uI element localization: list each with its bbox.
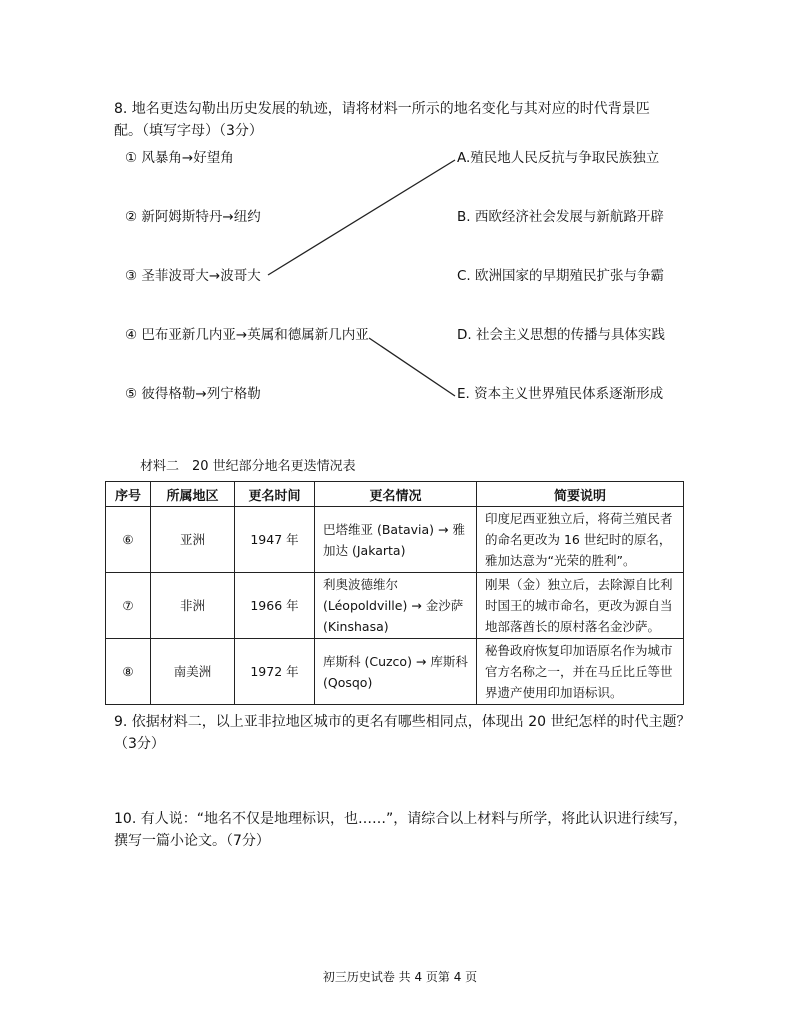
match-line-3-to-a: [268, 160, 455, 275]
q8-left-item-2: ② 新阿姆斯特丹→纽约: [125, 209, 261, 225]
header-no: 序号: [106, 482, 151, 507]
q8-right-item-b: B. 西欧经济社会发展与新航路开辟: [457, 209, 664, 225]
row-region: 亚洲: [151, 507, 235, 573]
header-change: 更名情况: [315, 482, 477, 507]
q8-left-item-5: ⑤ 彼得格勒→列宁格勒: [125, 386, 261, 402]
q8-left-item-1: ① 风暴角→好望角: [125, 150, 234, 166]
row-change: 巴塔维亚 (Batavia) → 雅加达 (Jakarta): [315, 507, 477, 573]
q8-right-item-a: A.殖民地人民反抗与争取民族独立: [457, 150, 660, 166]
row-no: ⑦: [106, 573, 151, 639]
q8-left-item-3: ③ 圣菲波哥大→波哥大: [125, 268, 261, 284]
question-8-text: 8. 地名更迭勾勒出历史发展的轨迹，请将材料一所示的地名变化与其对应的时代背景匹配。（填写字母）（3分）: [114, 101, 650, 139]
row-year: 1966 年: [235, 573, 315, 639]
row-year: 1947 年: [235, 507, 315, 573]
row-region: 非洲: [151, 573, 235, 639]
row-no: ⑧: [106, 639, 151, 705]
table-row: [106, 573, 684, 639]
question-10-text: 10. 有人说：“地名不仅是地理标识，也……”，请综合以上材料与所学，将此认识进行续写，撰写一篇小论文。（7分）: [114, 811, 688, 849]
row-change: 利奥波德维尔 (Léopoldville) → 金沙萨 (Kinshasa): [315, 573, 477, 639]
page-footer: 初三历史试卷 共 4 页第 4 页: [322, 970, 478, 984]
table-row: [106, 639, 684, 705]
table-header-row: [106, 482, 684, 507]
row-note: 印度尼西亚独立后，将荷兰殖民者的命名更改为 16 世纪时的原名，雅加达意为“光荣的胜利”。: [477, 507, 684, 573]
match-line-4-to-e: [369, 338, 455, 396]
q8-left-item-4: ④ 巴布亚新几内亚→英属和德属新几内亚: [125, 327, 369, 343]
row-change: 库斯科 (Cuzco) → 库斯科 (Qosqo): [315, 639, 477, 705]
row-note: 刚果（金）独立后，去除源自比利时国王的城市命名，更改为源自当地部落酋长的原村落名金沙萨。: [477, 573, 684, 639]
q8-right-item-e: E. 资本主义世界殖民体系逐渐形成: [457, 386, 664, 402]
question-9-text: 9. 依据材料二，以上亚非拉地区城市的更名有哪些相同点，体现出 20 世纪怎样的时代主题？（3分）: [114, 714, 691, 752]
row-year: 1972 年: [235, 639, 315, 705]
row-no: ⑥: [106, 507, 151, 573]
row-note: 秘鲁政府恢复印加语原名作为城市官方名称之一，并在马丘比丘等世界遗产使用印加语标识。: [477, 639, 684, 705]
row-region: 南美洲: [151, 639, 235, 705]
q8-right-item-d: D. 社会主义思想的传播与具体实践: [457, 327, 665, 343]
header-region: 所属地区: [151, 482, 235, 507]
material-2-title: 材料二 20 世纪部分地名更迭情况表: [140, 459, 356, 474]
q8-right-item-c: C. 欧洲国家的早期殖民扩张与争霸: [457, 268, 665, 284]
place-name-table: [105, 481, 684, 705]
table-row: [106, 507, 684, 573]
header-year: 更名时间: [235, 482, 315, 507]
header-note: 简要说明: [477, 482, 684, 507]
